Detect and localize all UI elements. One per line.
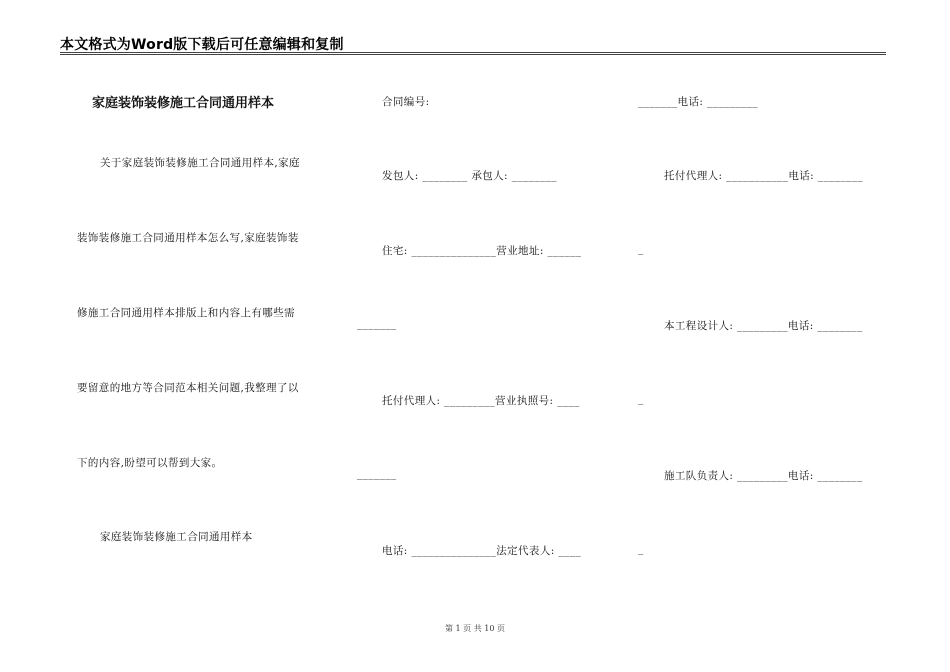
blank-mark: _ xyxy=(638,543,644,555)
document-title: 家庭装饰装修施工合同通用样本 xyxy=(92,96,275,111)
blank-mark: _ xyxy=(638,393,644,405)
intro-line: 关于家庭装饰装修施工合同通用样本,家庭 xyxy=(100,157,300,169)
intro-line: 修施工合同通用样本排版上和内容上有哪些需 xyxy=(77,307,295,319)
agent-phone-field: 托付代理人: ___________电话: ________ xyxy=(664,170,863,182)
agent-license-field: 托付代理人: _________营业执照号: ____ xyxy=(382,395,580,407)
blank-line: _______ xyxy=(357,468,397,480)
contract-number-field: 合同编号: xyxy=(382,96,430,108)
page-number: 第 1 页 共 10 页 xyxy=(445,624,505,633)
blank-mark: _ xyxy=(638,243,644,255)
designer-phone-field: 本工程设计人: _________电话: ________ xyxy=(664,320,863,332)
section-subtitle: 家庭装饰装修施工合同通用样本 xyxy=(100,531,253,543)
client-contractor-field: 发包人: ________ 承包人: ________ xyxy=(382,170,557,182)
intro-line: 下的内容,盼望可以帮到大家。 xyxy=(77,457,223,469)
header-rule-bottom xyxy=(60,54,886,55)
document-header: 本文格式为Word版下载后可任意编辑和复制 xyxy=(60,37,344,53)
blank-line: _______ xyxy=(357,318,397,330)
address-field: 住宅: _______________营业地址: ______ xyxy=(382,245,582,257)
header-rule-top xyxy=(60,52,886,53)
team-leader-phone-field: 施工队负责人: _________电话: ________ xyxy=(664,470,863,482)
phone-field: _______电话: _________ xyxy=(638,96,758,108)
phone-legal-rep-field: 电话: _______________法定代表人: ____ xyxy=(382,545,581,557)
intro-line: 要留意的地方等合同范本相关问题,我整理了以 xyxy=(77,382,299,394)
intro-line: 装饰装修施工合同通用样本怎么写,家庭装饰装 xyxy=(77,232,299,244)
